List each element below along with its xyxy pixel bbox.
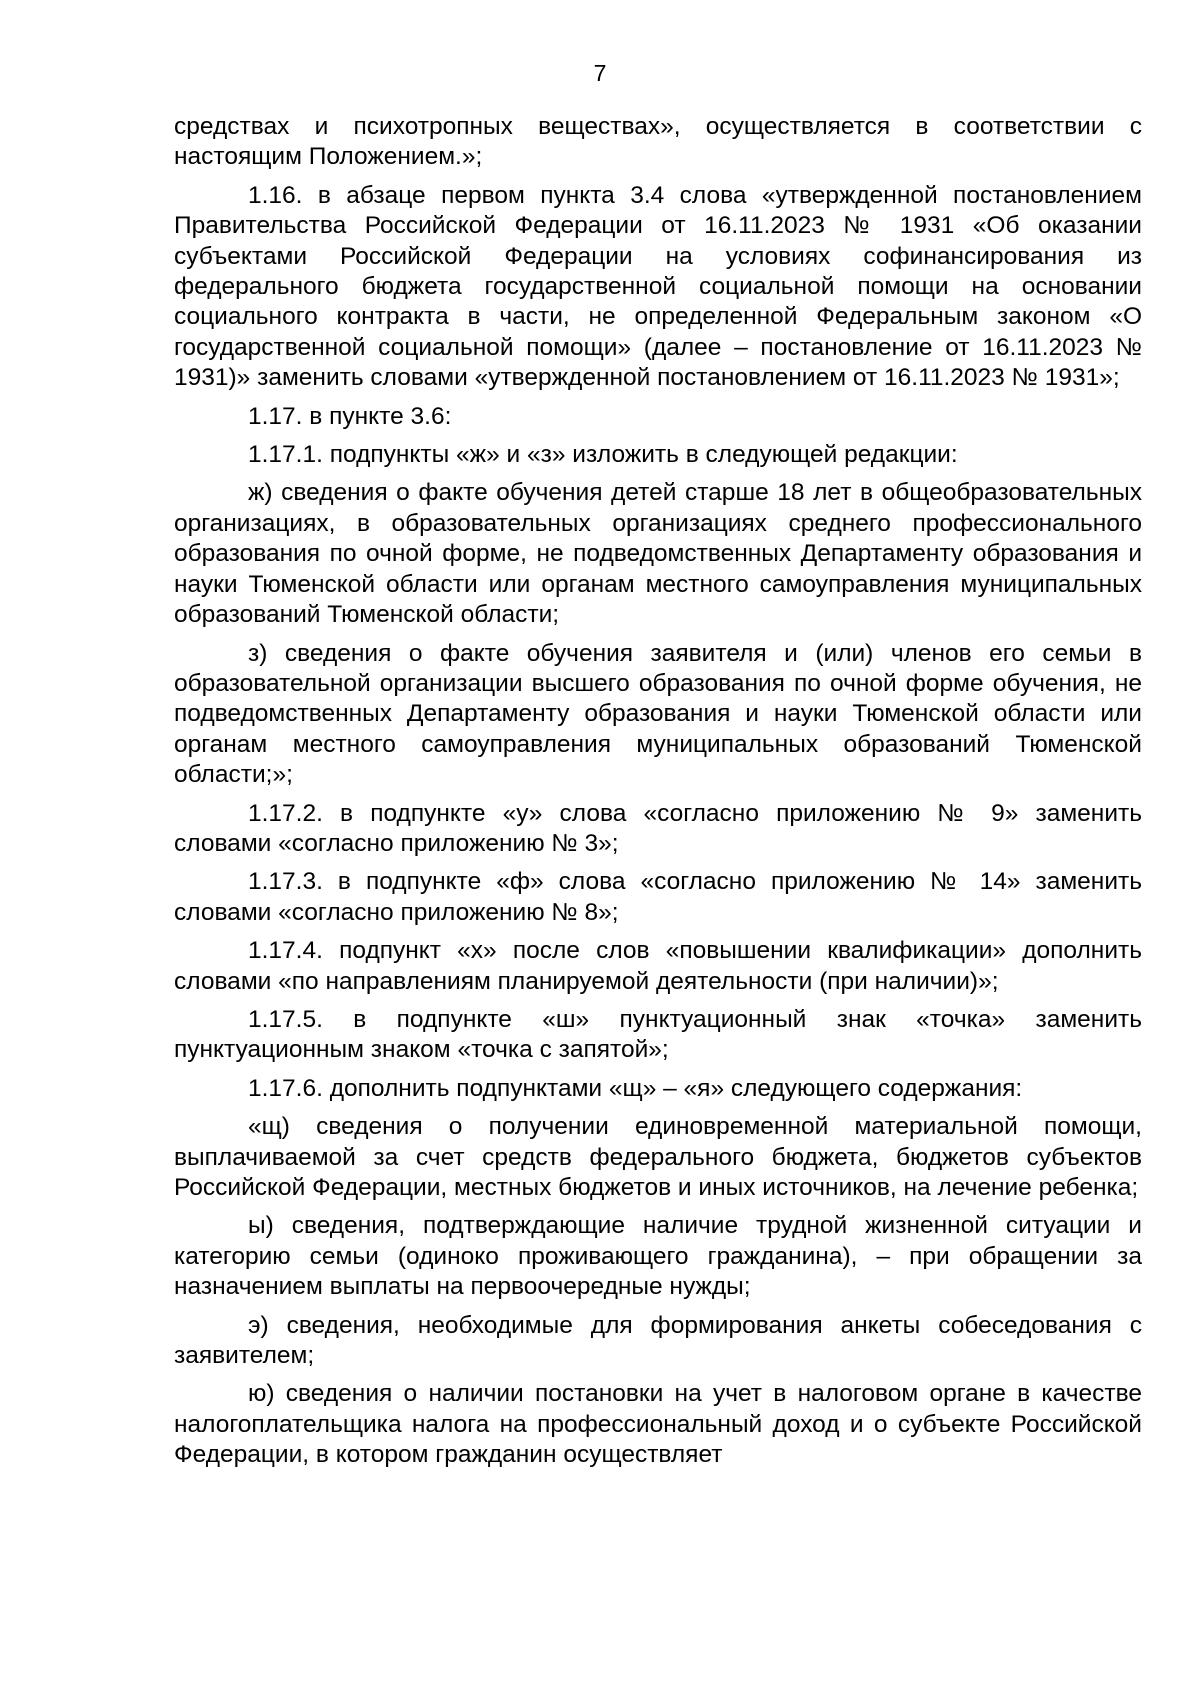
paragraph-1-17-6: 1.17.6. дополнить подпунктами «щ» – «я» следующего содержания: <box>248 1074 1023 1102</box>
paragraph-1-17-4: 1.17.4. подпункт «х» после слов «повышении квалификации» дополнить словами «по направлениям планируемой деятельности (при наличии)»; <box>174 937 1142 995</box>
paragraph-continuation: средствах и психотропных веществах», осуществляется в соответствии с настоящим Положением.»; <box>174 113 1142 171</box>
paragraph-1-17: 1.17. в пункте 3.6: <box>248 402 452 430</box>
paragraph-1-16: 1.16. в абзаце первом пункта 3.4 слова «утвержденной постановлением Правительства Российской Федерации от 16.11.2023 № 1931 «Об оказании субъектами Российской Федерации на условиях софинансирования из федерального бюджета государственной социальной помощи на основании социального контракта в части, не определенной Федеральным законом «О государственной социальной помощи» (далее – постановление от 16.11.2023 № 1931)» заменить словами «утвержденной постановлением от 16.11.2023 № 1931»; <box>174 181 1142 392</box>
paragraph-subitem-yu: ю) сведения о наличии постановки на учет в налоговом органе в качестве налогоплательщика налога на профессиональный доход и о субъекте Российской Федерации, в котором гражданин осуществляет <box>174 1380 1142 1469</box>
page-number: 7 <box>593 60 607 86</box>
document-body <box>174 112 1142 1479</box>
paragraph-subitem-zh: ж) сведения о факте обучения детей старше 18 лет в общеобразовательных организациях, в образовательных организациях среднего профессионального образования по очной форме, не подведомственных Департаменту образования и науки Тюменской области или органам местного самоуправления муниципальных образований Тюменской области; <box>174 479 1142 629</box>
paragraph-subitem-shch: «щ) сведения о получении единовременной материальной помощи, выплачиваемой за счет средств федерального бюджета, бюджетов субъектов Российской Федерации, местных бюджетов и иных источников, на лечение ребенка; <box>174 1113 1142 1201</box>
paragraph-subitem-e: э) сведения, необходимые для формирования анкеты собеседования с заявителем; <box>174 1311 1142 1370</box>
paragraph-subitem-y: ы) сведения, подтверждающие наличие трудной жизненной ситуации и категорию семьи (одиноко проживающего гражданина), – при обращении за назначением выплаты на первоочередные нужды; <box>174 1212 1142 1301</box>
paragraph-1-17-2: 1.17.2. в подпункте «у» слова «согласно приложению № 9» заменить словами «согласно приложению № 3»; <box>174 799 1142 857</box>
paragraph-1-17-1: 1.17.1. подпункты «ж» и «з» изложить в следующей редакции: <box>248 441 958 469</box>
paragraph-subitem-z: з) сведения о факте обучения заявителя и (или) членов его семьи в образовательной организации высшего образования по очной форме обучения, не подведомственных Департаменту образования и науки Тюменской области или органам местного самоуправления муниципальных образований Тюменской области;»; <box>174 639 1142 789</box>
paragraph-1-17-3: 1.17.3. в подпункте «ф» слова «согласно приложению № 14» заменить словами «согласно приложению № 8»; <box>174 868 1142 926</box>
paragraph-1-17-5: 1.17.5. в подпункте «ш» пунктуационный знак «точка» заменить пунктуационным знаком «точка с запятой»; <box>174 1005 1142 1064</box>
